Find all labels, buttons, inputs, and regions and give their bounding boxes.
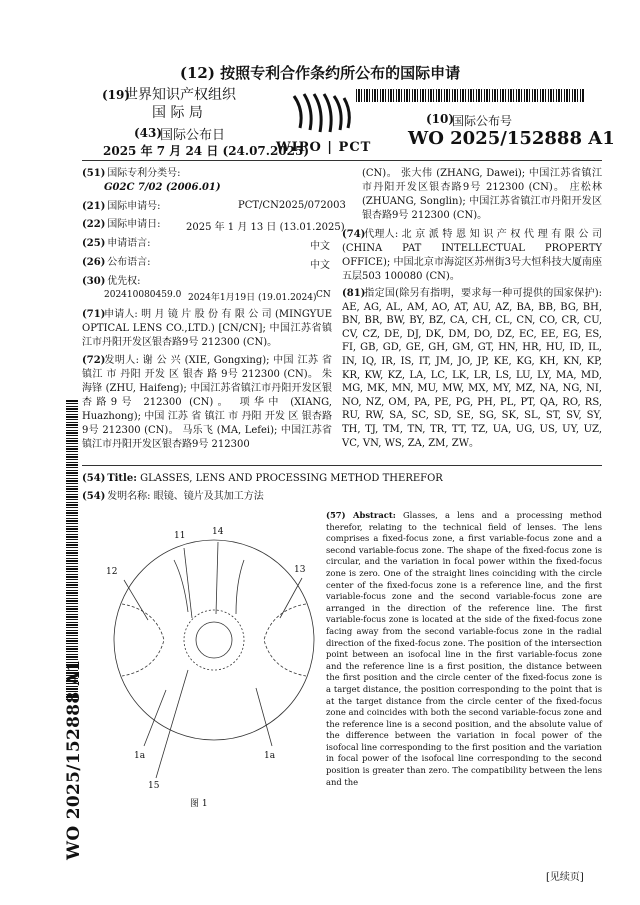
field-71-text: 申请人: 明 月 镜 片 股 份 有 限 公 司 (MINGYUE OPTICAL LENS CO.,LTD.) [CN/CN]; 中国江苏省镇江市丹阳开发区银杏路9号 212300 (CN)。 [82,309,332,348]
field-22-num: (22) [82,219,106,230]
pubdate-code: (43) [134,126,163,140]
wipo-pct-text: WIPO | PCT [276,140,372,155]
field-51-label: 国际专利分类号: [107,168,181,179]
label-15: 15 [148,781,160,791]
field-26-value: 中文 [310,260,330,271]
continued-on-next-page: [见续页] [546,872,584,883]
first-variable-zone [122,604,164,676]
title-en-text: GLASSES, LENS AND PROCESSING METHOD THEREFOR [140,473,443,484]
label-14: 14 [212,527,224,537]
field-21-value: PCT/CN2025/072003 [238,200,346,211]
field-51-num: (51) [82,168,106,179]
field-81 [342,287,602,450]
leader-1a-left [144,690,166,746]
field-21-label: 国际申请号: [107,201,161,212]
field-25 [82,237,151,251]
pubdate-label: 国际公布日 [160,128,226,143]
field-26 [82,256,151,270]
org-name: 世界知识产权组织 [124,87,236,103]
isofocal-line-2 [236,560,244,614]
field-81-num: (81) [342,288,366,299]
title-divider [82,465,602,466]
document-title: (12) 按照专利合作条约所公布的国际申请 [179,64,461,82]
field-71 [82,308,332,350]
leader-14 [216,542,218,614]
field-25-label: 申请语言: [107,238,151,249]
leader-11 [184,548,192,618]
title-en-label: Title: [107,473,137,484]
org-code: (19) [102,88,131,102]
field-22-label: 国际申请日: [107,219,161,230]
title-en-num: (54) [82,473,106,484]
label-1a-right: 1a [264,751,276,761]
header-divider [82,160,602,161]
title-cn [82,490,264,504]
field-74-text: 代理人: 北 京 派 特 恩 知 识 产 权 代 理 有 限 公 司 (CHINA PAT INTELLECTUAL PROPERTY OFFICE); 中国北京市海淀区苏州街3号大恒科技大厦南座五层503 100080 (CN)。 [342,229,602,282]
title-cn-label: 发明名称: [107,491,151,502]
org-bureau: 国 际 局 [152,105,203,121]
field-22 [82,218,161,232]
field-74-num: (74) [342,229,366,240]
publication-number: WO 2025/152888 A1 [408,128,615,149]
field-25-num: (25) [82,238,106,249]
field-25-value: 中文 [310,241,330,252]
field-51-value: G02C 7/02 (2006.01) [104,182,221,193]
label-13: 13 [294,565,306,575]
field-26-label: 公布语言: [107,257,151,268]
abstract-text: Glasses, a lens and a processing method therefor, relating to the technical field of lenses. The lens comprises a fixed-focus zone, a first variable-focus zone and a second variable-focus zone. The shape of the fixed-focus zone is circular, and the variation in focal power within the fixed-focus zone is zero. One of the straight lines coinciding with the circle center of the fixed-focus zone is a reference line, and the first variable-focus zone and the second variable-focus zone are arranged in the direction of the reference line. The first variable-focus zone is located at the side of the fixed-focus zone facing away from the second variable-focus zone in the radial direction of the fixed-focus zone. The position of the intersection point between an isofocal line in the first variable-focus zone and the reference line is a first position, the distance between the first position and the circle center of the fixed-focus zone is a target distance, the position corresponding to the point that is at the target distance from the circle center of the fixed-focus zone and coincides with both the second variable-focus zone and the reference line is a second position, and the absolute value of the difference between the variation in focal power of the isofocal line corresponding to the first position and the variation in focal power of the isofocal line corresponding to the second position is greater than zero. The compatibility between the lens and the [326,510,602,787]
side-publication-number: WO 2025/152888 A1 [64,659,84,860]
lens-outline [114,540,314,740]
field-51 [82,167,181,181]
field-71-num: (71) [82,309,106,320]
leader-15 [156,670,188,778]
priority-country: CN [316,290,331,300]
field-81-text: 指定国(除另有指明，要求每一种可提供的国家保护): AE, AG, AL, AM, AO, AT, AU, AZ, BA, BB, BG, BH, BN, BR, BW, BY, BZ, CA, CH, CL, CN, CO, CR, CU, CV, CZ, DE, DJ, DK, DM, DO, DZ, EC, EE, EG, ES, FI, GB, GD, GE, GH, GM, GT, HN, HR, HU, ID, IL, IN, IQ, IR, IS, IT, JM, JO, JP, KE, KG, KH, KN, KP, KR, KW, KZ, LA, LC, LK, LR, LS, LU, LY, MA, MD, MG, MK, MN, MU, MW, MX, MY, MZ, NA, NG, NI, NO, NZ, OM, PA, PE, PG, PH, PL, PT, QA, RO, RS, RU, RW, SA, SC, SD, SE, SG, SK, SL, ST, SV, SY, TH, TJ, TM, TN, TR, TT, TZ, UA, UG, US, UY, UZ, VC, VN, WS, ZA, ZM, ZW。 [342,288,602,449]
title-en [82,472,443,486]
label-12: 12 [106,567,118,577]
pubno-label: 国际公布号 [452,114,513,128]
field-72-text: 发明人: 谢 公 兴 (XIE, Gongxing); 中国 江苏 省 镇江 市 丹阳 开发 区 银杏 路 9号 212300 (CN)。 朱海锋 (ZHU, Haifeng); 中国江苏省镇江市丹阳开发区银杏路9号 212300 (CN)。 项华中 (XIANG, Huazhong); 中国 江苏 省 镇江 市 丹阳 开发 区 银杏路9号 212300 (CN)。 马乐飞 (MA, Lefei); 中国江苏省镇江市丹阳开发区银杏路9号 212300 [82,355,332,450]
title-cn-text: 眼镜、镜片及其加工方法 [153,491,264,502]
barcode-side [66,400,78,700]
second-variable-zone [264,604,306,676]
abstract-label: (57) Abstract: [326,510,396,520]
field-22-value: 2025 年 1 月 13 日 (13.01.2025) [186,222,345,233]
field-72 [82,354,332,452]
abstract [326,510,602,788]
title-cn-num: (54) [82,491,106,502]
lens-figure [104,520,324,820]
field-30 [82,275,141,289]
leader-1a-right [256,688,272,746]
inventors-continued: (CN)。 张大伟 (ZHANG, Dawei); 中国江苏省镇江市丹阳开发区银杏路9号 212300 (CN)。 庄松林 (ZHUANG, Songlin); 中国江苏省镇江市丹阳开发区银杏路9号 212300 (CN)。 [362,168,602,221]
pubno-code: (10) [426,112,455,126]
fixed-focus-zone [184,610,244,670]
label-1a-left: 1a [134,751,146,761]
priority-app-number: 202410080459.0 [104,290,182,300]
field-74 [342,228,602,284]
leader-12 [124,580,148,620]
barcode-top [356,89,584,102]
label-11: 11 [174,531,186,541]
field-30-num: (30) [82,276,106,287]
field-30-label: 优先权: [107,276,141,287]
field-26-num: (26) [82,257,106,268]
publication-date: 2025 年 7 月 24 日 (24.07.2025) [103,144,310,158]
figure-caption: 图 1 [190,799,208,809]
inner-circle [196,622,232,658]
leader-13 [280,578,302,618]
field-21-num: (21) [82,201,106,212]
field-72-num: (72) [82,355,106,366]
priority-date: 2024年1月19日 (19.01.2024) [188,293,317,303]
